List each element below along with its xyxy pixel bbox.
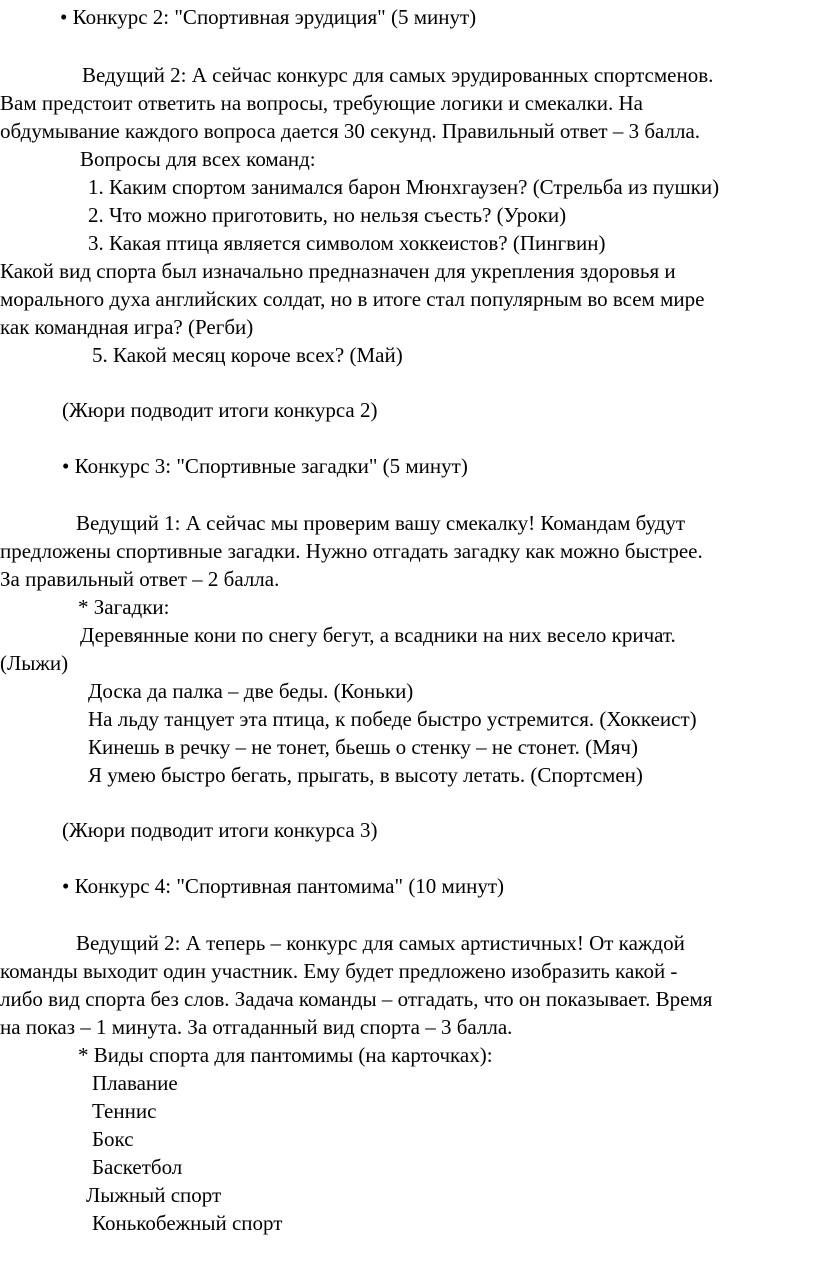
question-item: 2. Что можно приготовить, но нельзя съесть? (Уроки): [88, 203, 567, 227]
sports-title: * Виды спорта для пантомимы (на карточках):: [78, 1043, 493, 1067]
sport-item: Баскетбол: [92, 1155, 183, 1179]
riddle-item: Доска да палка – две беды. (Коньки): [88, 679, 414, 703]
contest2-intro-line-3: обдумывание каждого вопроса дается 30 секунд. Правильный ответ – 3 балла.: [0, 119, 701, 143]
contest4-heading: • Конкурс 4: "Спортивная пантомима" (10 минут): [62, 874, 504, 898]
question-item: как командная игра? (Регби): [0, 315, 254, 339]
contest3-intro-line-2: предложены спортивные загадки. Нужно отгадать загадку как можно быстрее.: [0, 539, 703, 563]
questions-title: Вопросы для всех команд:: [80, 147, 316, 171]
riddle-item: (Лыжи): [0, 651, 69, 675]
sport-item: Плавание: [92, 1071, 178, 1095]
contest4-intro-line-4: на показ – 1 минута. За отгаданный вид спорта – 3 балла.: [0, 1015, 513, 1039]
question-item: 5. Какой месяц короче всех? (Май): [92, 343, 403, 367]
contest3-jury-note: (Жюри подводит итоги конкурса 3): [62, 818, 378, 842]
riddle-item: Кинешь в речку – не тонет, бьешь о стенку – не стонет. (Мяч): [88, 735, 638, 759]
contest3-intro-line-3: За правильный ответ – 2 балла.: [0, 567, 280, 591]
sport-item: Бокс: [92, 1127, 134, 1151]
sport-item: Конькобежный спорт: [92, 1211, 283, 1235]
contest2-intro-line-2: Вам предстоит ответить на вопросы, требующие логики и смекалки. На: [0, 91, 643, 115]
contest2-jury-note: (Жюри подводит итоги конкурса 2): [62, 398, 378, 422]
question-item: морального духа английских солдат, но в итоге стал популярным во всем мире: [0, 287, 705, 311]
contest2-heading: • Конкурс 2: "Спортивная эрудиция" (5 минут): [60, 5, 477, 29]
riddle-item: На льду танцует эта птица, к победе быстро устремится. (Хоккеист): [88, 707, 697, 731]
contest4-intro-line-3: либо вид спорта без слов. Задача команды – отгадать, что он показывает. Время: [0, 987, 713, 1011]
contest2-intro-line-1: Ведущий 2: А сейчас конкурс для самых эрудированных спортсменов.: [82, 63, 714, 87]
contest3-intro-line-1: Ведущий 1: А сейчас мы проверим вашу смекалку! Командам будут: [76, 511, 686, 535]
riddles-title: * Загадки:: [78, 595, 170, 619]
question-item: 3. Какая птица является символом хоккеистов? (Пингвин): [88, 231, 606, 255]
riddle-item: Я умею быстро бегать, прыгать, в высоту летать. (Спортсмен): [88, 763, 643, 787]
question-item: Какой вид спорта был изначально предназначен для укрепления здоровья и: [0, 259, 676, 283]
riddle-item: Деревянные кони по снегу бегут, а всадники на них весело кричат.: [80, 623, 676, 647]
sport-item: Лыжный спорт: [86, 1183, 222, 1207]
contest3-heading: • Конкурс 3: "Спортивные загадки" (5 минут): [62, 454, 468, 478]
contest4-intro-line-2: команды выходит один участник. Ему будет предложено изобразить какой -: [0, 959, 678, 983]
question-item: 1. Каким спортом занимался барон Мюнхгаузен? (Стрельба из пушки): [88, 175, 720, 199]
sport-item: Теннис: [92, 1099, 157, 1123]
contest4-intro-line-1: Ведущий 2: А теперь – конкурс для самых артистичных! От каждой: [76, 931, 685, 955]
